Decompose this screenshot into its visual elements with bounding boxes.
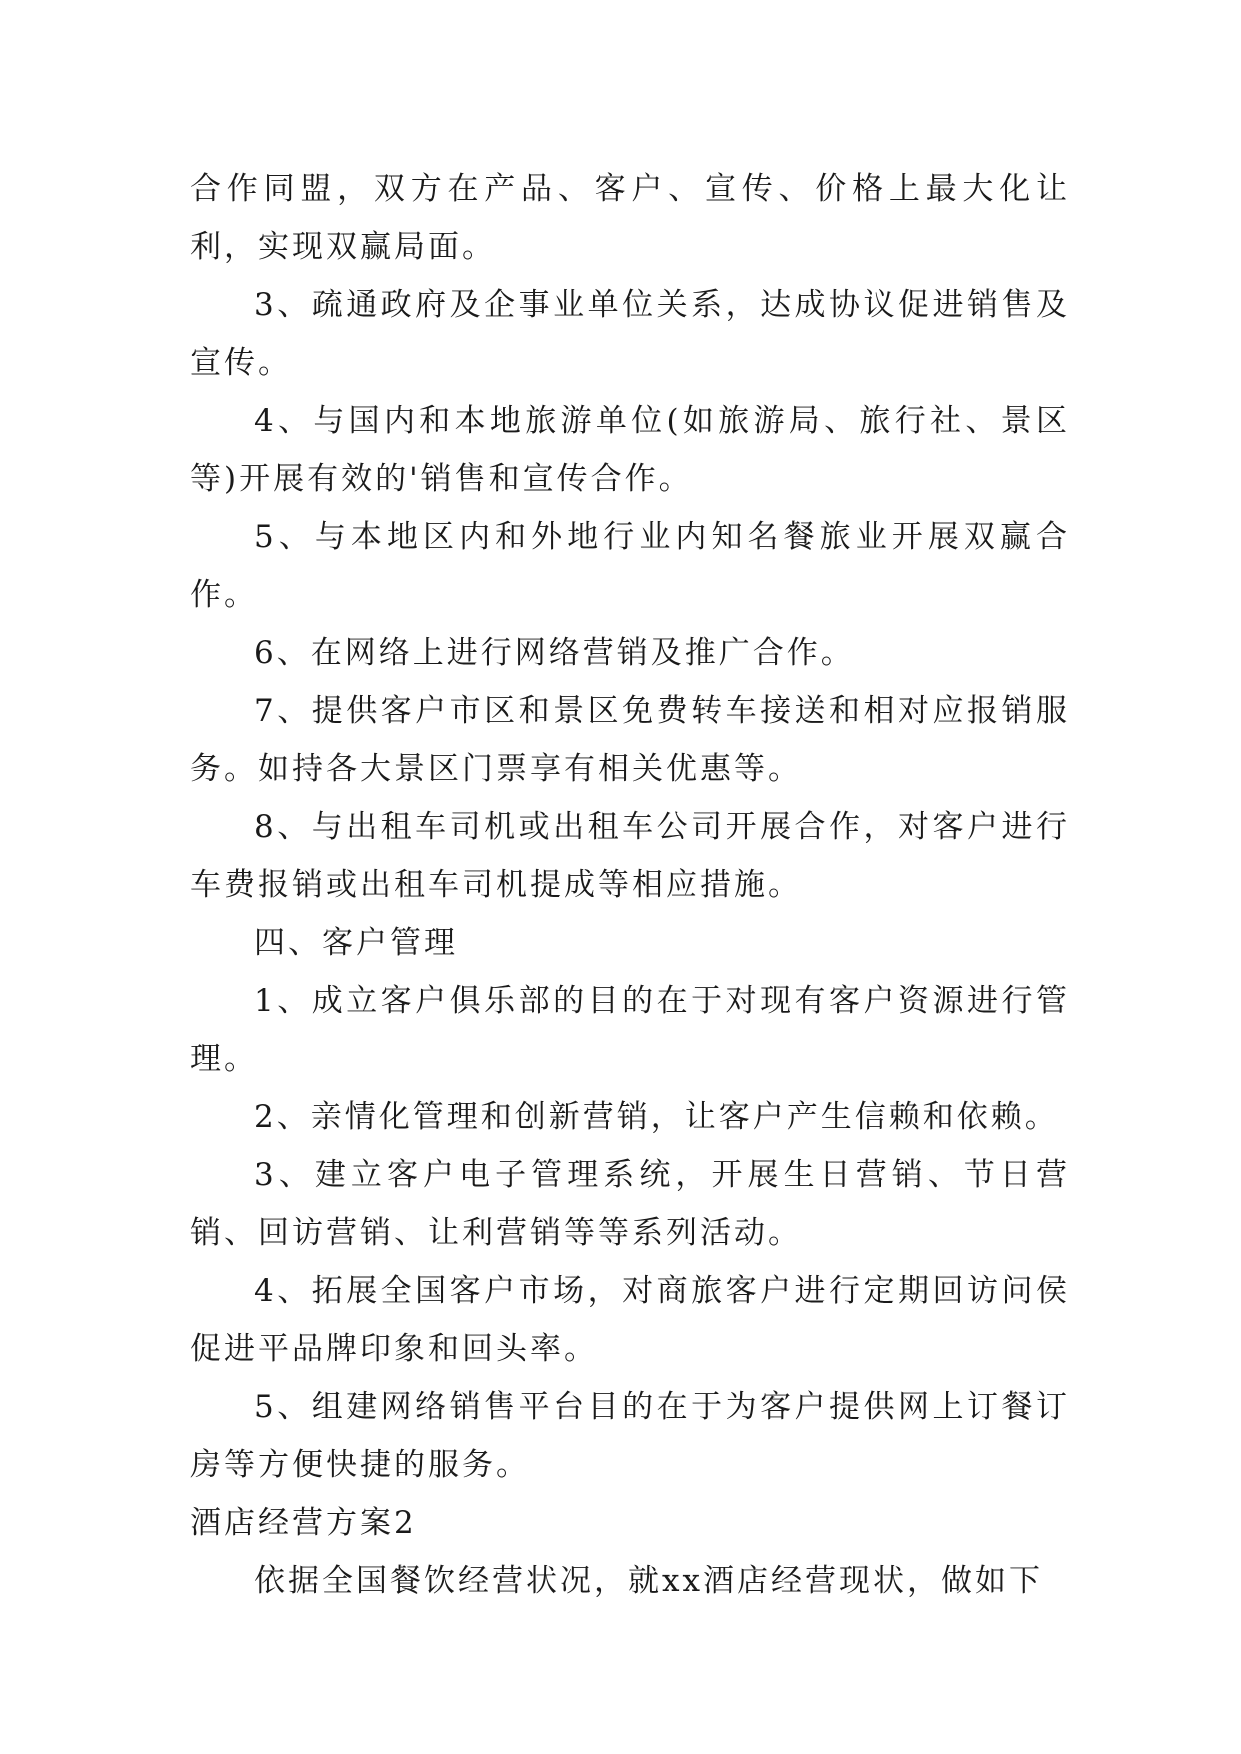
paragraph-cm-item-5: 5、组建网络销售平台目的在于为客户提供网上订餐订房等方便快捷的服务。 [190, 1389, 1070, 1483]
paragraph-cm-item-2: 2、亲情化管理和创新营销，让客户产生信赖和依赖。 [254, 1099, 1059, 1135]
paragraph-cm-item-1: 1、成立客户俱乐部的目的在于对现有客户资源进行管理。 [190, 983, 1070, 1077]
paragraph-cm-item-4: 4、拓展全国客户市场，对商旅客户进行定期回访问侯促进平品牌印象和回头率。 [190, 1273, 1070, 1367]
section-title-hotel-plan-2: 酒店经营方案2 [190, 1505, 417, 1541]
paragraph-item-6-online: 6、在网络上进行网络营销及推广合作。 [254, 635, 855, 671]
paragraph-item-3-government: 3、疏通政府及企事业单位关系，达成协议促进销售及宣传。 [190, 287, 1070, 381]
paragraph-cm-item-3: 3、建立客户电子管理系统，开展生日营销、节日营销、回访营销、让利营销等等系列活动。 [190, 1157, 1070, 1251]
document-body [190, 160, 1070, 1610]
section-heading-customer-management: 四、客户管理 [254, 925, 458, 961]
paragraph-plan-2-intro: 依据全国餐饮经营状况，就xx酒店经营现状，做如下 [254, 1563, 1043, 1599]
paragraph-item-8-taxi: 8、与出租车司机或出租车公司开展合作，对客户进行车费报销或出租车司机提成等相应措施。 [190, 809, 1070, 903]
paragraph-item-4-tourism: 4、与国内和本地旅游单位(如旅游局、旅行社、景区等)开展有效的'销售和宣传合作。 [190, 403, 1070, 497]
paragraph-item-5-catering: 5、与本地区内和外地行业内知名餐旅业开展双赢合作。 [190, 519, 1070, 613]
paragraph-item-7-transfer: 7、提供客户市区和景区免费转车接送和相对应报销服务。如持各大景区门票享有相关优惠等。 [190, 693, 1070, 787]
paragraph-alliance-continuation: 合作同盟，双方在产品、客户、宣传、价格上最大化让利，实现双赢局面。 [190, 171, 1070, 265]
